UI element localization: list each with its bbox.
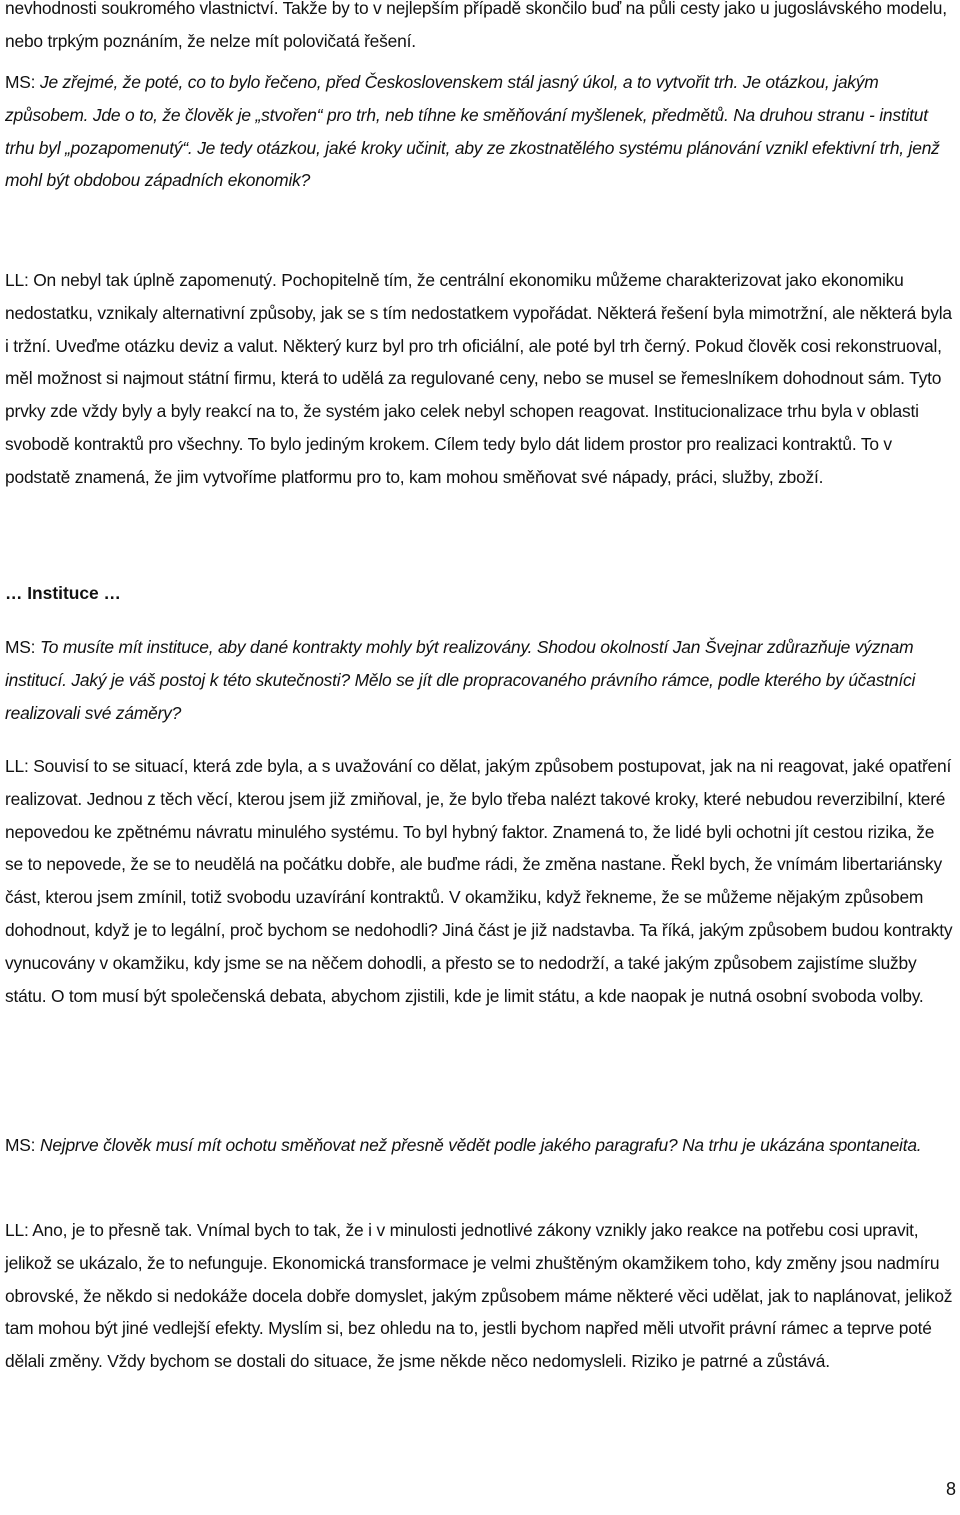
paragraph-ms-question-3 xyxy=(5,1129,921,1162)
page-number: 8 xyxy=(945,1479,956,1499)
speaker-label-ll: LL: xyxy=(5,1220,29,1240)
paragraph-ms-question-1 xyxy=(5,66,955,197)
speaker-label-ms: MS: xyxy=(5,72,36,92)
paragraph-ll-answer-1 xyxy=(5,264,955,494)
paragraph-ms-question-2 xyxy=(5,631,955,729)
paragraph-text: On nebyl tak úplně zapomenutý. Pochopitelně tím, že centrální ekonomiku můžeme charakterizovat jako ekonomiku nedostatku, vznikaly alternativní způsoby, jak se s tím nedostatkem vypořádat. Některá řešení byla mimotržní, ale některá byla i tržní. Uveďme otázku deviz a valut. Některý kurz byl pro trh oficiální, ale poté byl trh černý. Pokud člověk cosi rekonstruoval, měl možnost si najmout státní firmu, která to udělá za regulované ceny, nebo se musel se řemeslníkem dohodnout sám. Tyto prvky zde vždy byly a byly reakcí na to, že systém jako celek nebyl schopen reagovat. Institucionalizace trhu byla v oblasti svobodě kontraktů pro všechny. To bylo jediným krokem. Cílem tedy bylo dát lidem prostor pro realizaci kontraktů. To v podstatě znamená, že jim vytvoříme platformu pro to, kam mohou směňovat své nápady, práci, služby, zboží. xyxy=(5,270,952,487)
speaker-label-ll: LL: xyxy=(5,756,29,776)
paragraph-text: To musíte mít instituce, aby dané kontrakty mohly být realizovány. Shodou okolností Jan Švejnar zdůrazňuje význam institucí. Jaký je váš postoj k této skutečnosti? Mělo se jít dle propracovaného právního rámce, podle kterého by účastníci realizovali své záměry? xyxy=(5,637,916,723)
paragraph-continuation xyxy=(5,0,955,58)
section-heading xyxy=(5,577,121,610)
section-heading-text: … Instituce … xyxy=(5,583,121,603)
speaker-label-ms: MS: xyxy=(5,637,36,657)
paragraph-text: Souvisí to se situací, která zde byla, a s uvažování co dělat, jakým způsobem postupovat, jak na ni reagovat, jaké opatření realizovat. Jednou z těch věcí, kterou jsem již zmiňoval, je, že bylo třeba nalézt takové kroky, které nebudou reverzibilní, které nepovedou ke zpětnému návratu minulého systému. To byl hybný faktor. Znamená to, že lidé byli ochotni jít cestou rizika, že se to nepovede, že se to neudělá na počátku dobře, ale buďme rádi, že změna nastane. Řekl bych, že vnímám libertariánsky část, kterou jsem zmínil, totiž svobodu uzavírání kontraktů. V okamžiku, když řekneme, že se můžeme nějakým způsobem dohodnout, když je to legální, proč bychom se nedohodli? Jiná část je již nadstavba. Ta říká, jakým způsobem budou kontrakty vynucovány v okamžiku, kdy jsme se na něčem dohodli, a přesto se to nedodrží, a také jakým způsobem zajistíme služby státu. O tom musí být společenská debata, abychom zjistili, kde je limit státu, a kde naopak je nutná osobní svoboda volby. xyxy=(5,756,953,1006)
paragraph-ll-answer-3 xyxy=(5,1214,955,1378)
paragraph-ll-answer-2 xyxy=(5,750,955,1012)
paragraph-text: Nejprve člověk musí mít ochotu směňovat než přesně vědět podle jakého paragrafu? Na trhu je ukázána spontaneita. xyxy=(35,1135,922,1155)
paragraph-text: Ano, je to přesně tak. Vnímal bych to tak, že i v minulosti jednotlivé zákony vznikly jako reakce na potřebu cosi upravit, jelikož se ukázalo, že to nefunguje. Ekonomická transformace je velmi zhuštěným okamžikem toho, kdy změny jsou nadmíru obrovské, že někdo si nedokáže docela dobře domyslet, jakým způsobem máme některé věci udělat, jak to naplánovat, jelikož tam mohou být jiné vedlejší efekty. Myslím si, bez ohledu na to, jestli bychom napřed měli utvořit právní rámec a teprve poté dělali změny. Vždy bychom se dostali do situace, že jsme někde něco nedomysleli. Riziko je patrné a zůstává. xyxy=(5,1220,953,1372)
speaker-label-ll: LL: xyxy=(5,270,29,290)
paragraph-text: nevhodnosti soukromého vlastnictví. Takže by to v nejlepším případě skončilo buď na půli cesty jako u jugoslávského modelu, nebo trpkým poznáním, že nelze mít polovičatá řešení. xyxy=(5,0,947,51)
paragraph-text: Je zřejmé, že poté, co to bylo řečeno, před Československem stál jasný úkol, a to vytvořit trh. Je otázkou, jakým způsobem. Jde o to, že člověk je „stvořen“ pro trh, neb tíhne ke směňování myšlenek, předmětů. Na druhou stranu - institut trhu byl „pozapomenutý“. Je tedy otázkou, jaké kroky učinit, aby ze zkostnatělého systému plánování vznikl efektivní trh, jenž mohl být obdobou západních ekonomik? xyxy=(5,72,940,191)
speaker-label-ms: MS: xyxy=(5,1135,36,1155)
